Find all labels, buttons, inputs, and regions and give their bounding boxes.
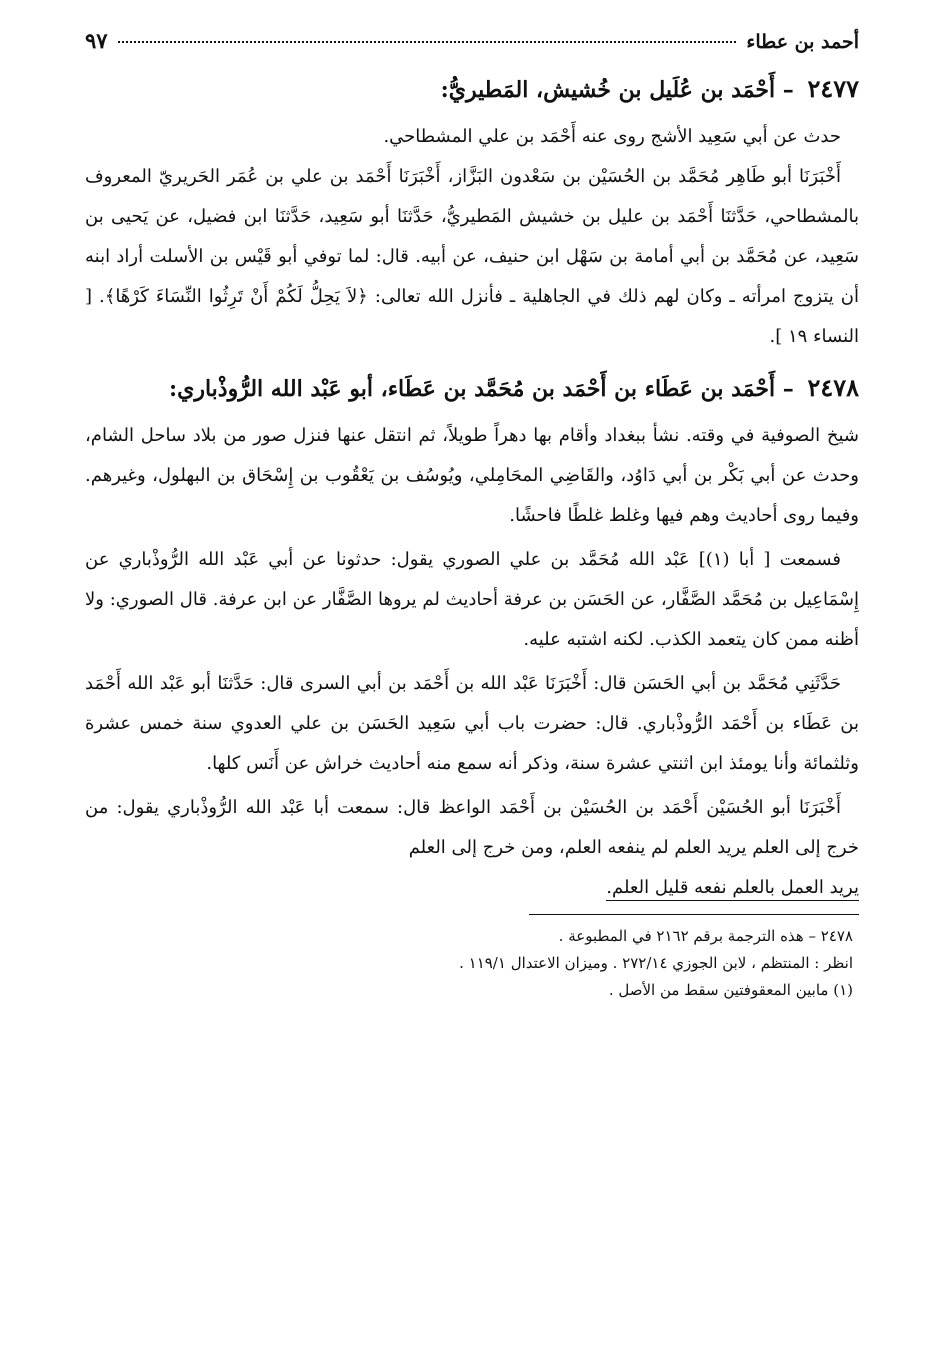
- entry-paragraph-end: [85, 868, 859, 908]
- entry-paragraph: أَخْبَرَنَا أبو طَاهِر مُحَمَّد بن الحُسَيْن بن سَعْدون البَزَّاز، أَخْبَرَنَا أَحْمَد بن علي بن عُمَر الحَريريّ المعروف بالمشطاحي، حَدَّثنَا أَحْمَد بن عليل بن خشيش المَطيريُّ، حَدَّثنَا أبو سَعِيد، حَدَّثنَا ابن فضيل، عن يَحيى بن سَعِيد، عن مُحَمَّد بن أبي أمامة بن سَهْل ابن حنيف، عن أبيه. قال: لما توفي أبو قَيْس بن الأسلت أراد ابنه أن يتزوج امرأته ـ وكان لهم ذلك في الجاهلية ـ فأنزل الله تعالى: ﴿لاَ يَحِلُّ لَكُمْ أَنْ تَرِثُوا النِّسَاءَ كَرْهًا﴾. [ النساء ١٩ ].: [85, 166, 859, 347]
- underlined-line: يريد العمل بالعلم نفعه قليل العلم.: [606, 877, 859, 901]
- footnote: (١) مابين المعقوفتين سقط من الأصل .: [608, 981, 853, 999]
- footnote: ٢٤٧٨ – هذه الترجمة برقم ٢١٦٢ في المطبوعة .: [558, 927, 853, 945]
- leader-dots: [118, 41, 737, 43]
- entry-paragraph: أَخْبَرَنَا أبو الحُسَيْن أَحْمَد بن الحُسَيْن بن أَحْمَد الواعظ قال: سمعت أبا عَبْد الله الرُّوذْباري يقول: من خرج إلى العلم يريد العلم لم ينفعه العلم، ومن خرج إلى العلم: [85, 797, 859, 858]
- footnotes: [85, 923, 859, 1004]
- page-number: ٩٧: [85, 28, 108, 53]
- entry-paragraph: فسمعت [ أبا (١)] عَبْد الله مُحَمَّد بن علي الصوري يقول: حدثونا عن أبي عَبْد الله الرُّوذْباري عن إِسْمَاعِيل بن مُحَمَّد الصَّفَّار، عن الحَسَن بن عرفة أحاديث لم يروها الصَّفَّار عن ابن عرفة. قال الصوري: ولا أظنه ممن كان يتعمد الكذب. لكنه اشتبه عليه.: [85, 549, 859, 650]
- running-title: أحمد بن عطاء: [746, 31, 859, 53]
- entry-number: ٢٤٧٧: [807, 74, 859, 103]
- entry-title: – أَحْمَد بن عُلَيل بن خُشيش، المَطيريُّ:: [440, 77, 794, 103]
- footnote: انظر : المنتظم ، لابن الجوزي ٢٧٢/١٤ . وميزان الاعتدال ١١٩/١ .: [459, 954, 853, 972]
- running-header: [85, 28, 859, 58]
- entry-paragraph: شيخ الصوفية في وقته. نشأ ببغداد وأقام بها دهراً طويلاً، ثم انتقل عنها فنزل صور من بلاد ساحل الشام، وحدث عن أبي بَكْر بن أبي دَاوُد، والقَاضِي المحَامِلي، ويُوسُف بن يَعْقُوب بن إِسْحَاق بن البهلول، وغيرهم. وفيما روى أحاديث وهم فيها وغلط غلطًا فاحشًا.: [85, 425, 859, 526]
- entry-title: – أَحْمَد بن عَطَاء بن أَحْمَد بن مُحَمَّد بن عَطَاء، أبو عَبْد الله الرُّوذْباري:: [168, 376, 794, 402]
- entry-heading-2478: [85, 365, 859, 412]
- entry-heading-2477: [85, 66, 859, 113]
- footnote-rule: [529, 914, 859, 915]
- entry-paragraph: حَدَّثَنِي مُحَمَّد بن أبي الحَسَن قال: أَخْبَرَنَا عَبْد الله بن أَحْمَد بن أبي السرى قال: حَدَّثنَا أبو عَبْد الله أَحْمَد بن عَطَاء بن أَحْمَد الرُّوذْباري. قال: حضرت باب أبي سَعِيد الحَسَن بن علي العدوي سنة خمس عشرة وثلثمائة وأنا يومئذ ابن اثنتي عشرة سنة، وذكر أنه سمع منه أحاديث خراش عن أَنَس كلها.: [85, 673, 859, 774]
- entry-number: ٢٤٧٨: [807, 373, 859, 402]
- entry-paragraph: حدث عن أبي سَعِيد الأشج روى عنه أَحْمَد بن علي المشطاحي.: [383, 126, 841, 147]
